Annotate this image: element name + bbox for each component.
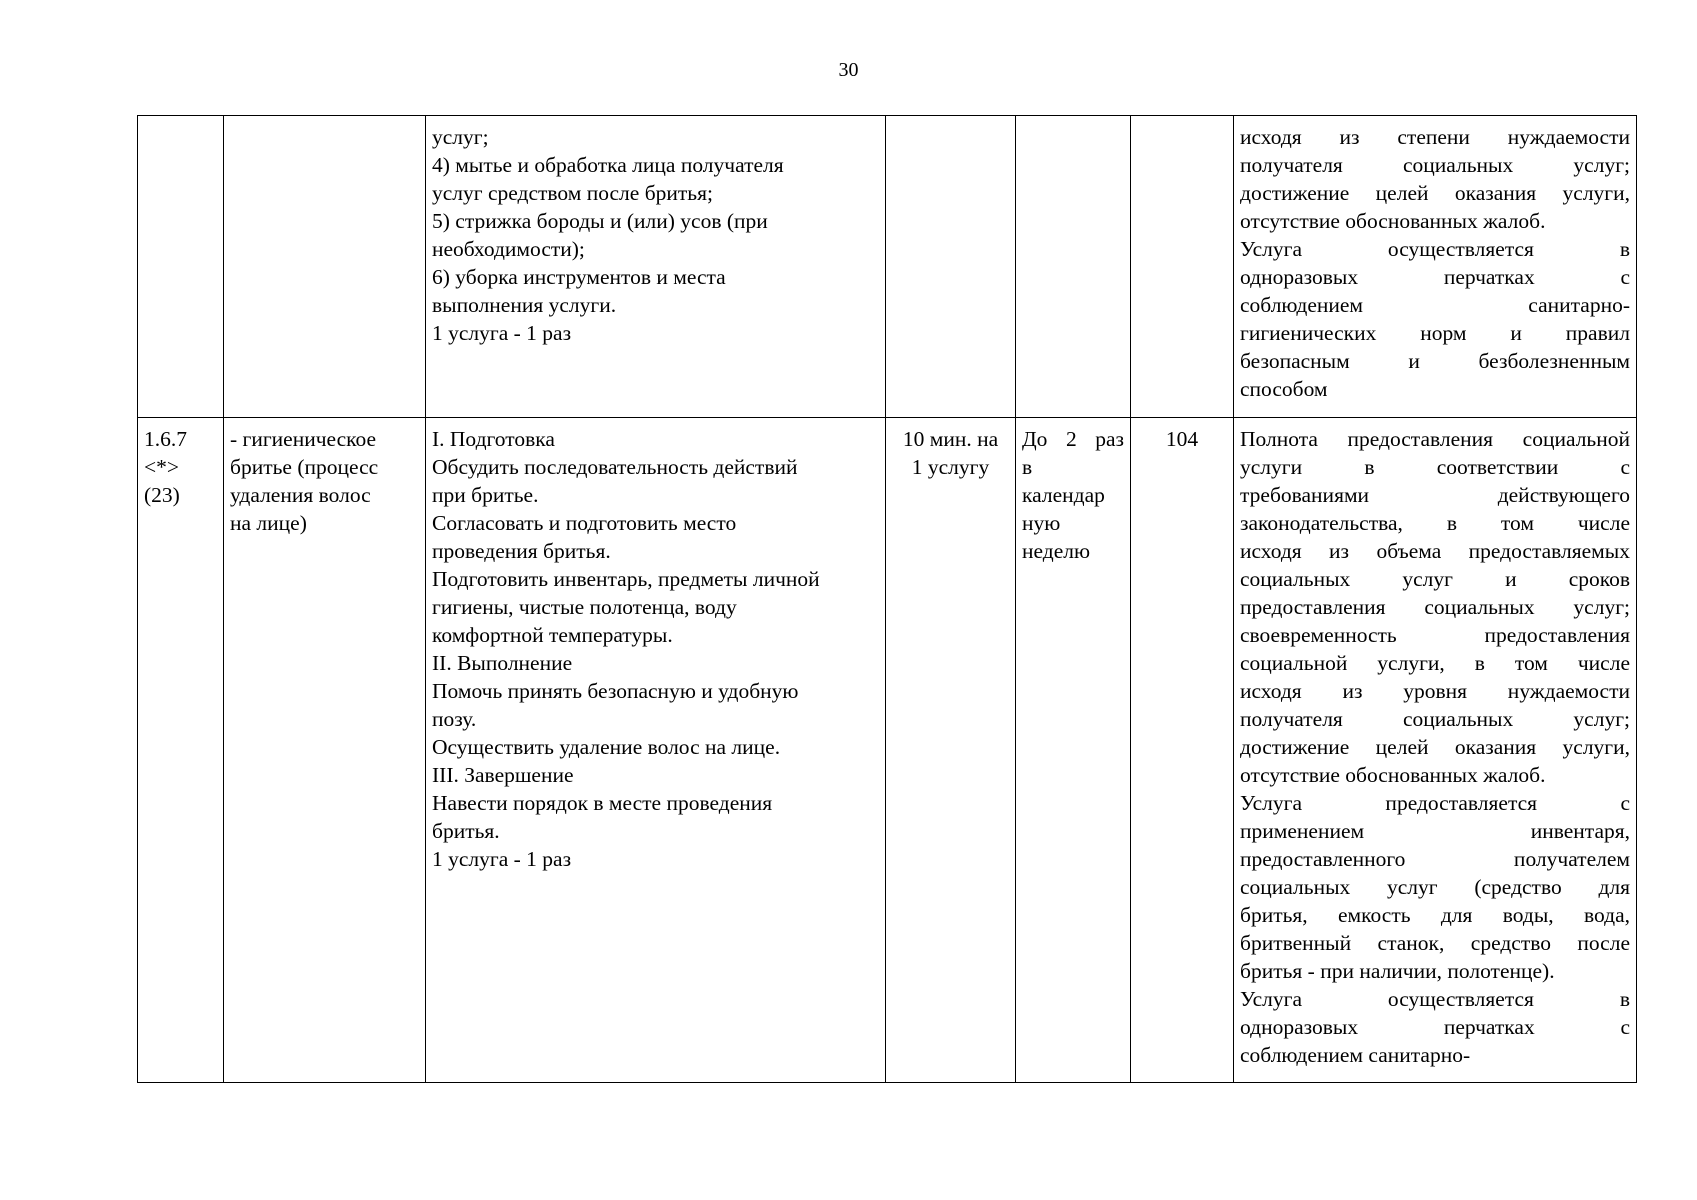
text-line: проведения бритья. [432,539,611,563]
text-line: способом [1240,377,1328,401]
text-line: бритвенный станок, средство после [1240,931,1630,955]
text-line: безопасным и безболезненным [1240,349,1630,373]
text-line: предоставленного получателем [1240,847,1630,871]
text-line: одноразовых перчатках с [1240,1015,1630,1039]
text-line: достижение целей оказания услуги, [1240,735,1630,759]
text-line: 1 услуга - 1 раз [432,847,572,871]
text-line: исходя из объема предоставляемых [1240,539,1630,563]
cell-duration [886,116,1016,418]
text-line: Согласовать и подготовить место [432,511,737,535]
text-line: Услуга предоставляется с [1240,791,1630,815]
text-line: Помочь принять безопасную и удобную [432,679,799,703]
cell-name [224,116,426,418]
text-line: 1 услуга - 1 раз [432,321,572,345]
page-number: 30 [838,59,859,81]
text-line: услуги в соответствии с [1240,455,1630,479]
text-line: 4) мытье и обработка лица получателя [432,153,784,177]
text-line: получателя социальных услуг; [1240,153,1630,177]
cell-frequency [1016,418,1131,1083]
text-line: предоставления социальных услуг; [1240,595,1630,619]
text-line: бритье (процесс [230,455,379,479]
cell-price: 104 [1131,418,1234,1083]
text-line: ную [1022,511,1061,535]
text-line: своевременность предоставления [1240,623,1630,647]
text-line: исходя из степени нуждаемости [1240,125,1630,149]
services-table [137,115,1637,1083]
text-line: выполнения услуги. [432,293,617,317]
text-line: социальных услуг и сроков [1240,567,1630,591]
cell-price [1131,116,1234,418]
text-line: III. Завершение [432,763,574,787]
text-line: социальной услуги, в том числе [1240,651,1630,675]
text-line: на лице) [230,511,307,535]
text-line: 6) уборка инструментов и места [432,265,726,289]
text-line: Осуществить удаление волос на лице. [432,735,781,759]
cell-name [224,418,426,1083]
text-line: получателя социальных услуг; [1240,707,1630,731]
text-line: гигиены, чистые полотенца, воду [432,595,737,619]
text-line: услуг средством после бритья; [432,181,713,205]
cell-frequency [1016,116,1131,418]
text-line: До 2 раз [1022,427,1124,451]
text-line: Услуга осуществляется в [1240,237,1630,261]
text-line: бритья. [432,819,500,843]
text-line: <*> [144,455,180,479]
text-line: отсутствие обоснованных жалоб. [1240,763,1546,787]
text-line: - гигиеническое [230,427,377,451]
text-line: в [1022,455,1033,479]
text-line: одноразовых перчатках с [1240,265,1630,289]
text-line: требованиями действующего [1240,483,1630,507]
table-row [138,116,1637,418]
text-line: Услуга осуществляется в [1240,987,1630,1011]
text-line: 1 услугу [911,455,990,479]
text-line: Полнота предоставления социальной [1240,427,1630,451]
text-line: достижение целей оказания услуги, [1240,181,1630,205]
text-line: позу. [432,707,477,731]
text-line: Подготовить инвентарь, предметы личной [432,567,820,591]
text-line: Навести порядок в месте проведения [432,791,773,815]
text-line: услуг; [432,125,489,149]
text-line: 10 мин. на [902,427,999,451]
text-line: комфортной температуры. [432,623,673,647]
text-line: применением инвентаря, [1240,819,1630,843]
table-row [138,418,1637,1083]
text-line: соблюдением санитарно- [1240,1043,1471,1067]
text-line: законодательства, в том числе [1240,511,1630,535]
cell-description [426,418,886,1083]
text-line: бритья, емкость для воды, вода, [1240,903,1630,927]
text-line: отсутствие обоснованных жалоб. [1240,209,1546,233]
text-line: (23) [144,483,180,507]
text-line: 1.6.7 [144,427,187,451]
cell-code [138,116,224,418]
text-line: I. Подготовка [432,427,555,451]
cell-quality [1234,116,1637,418]
text-line: соблюдением санитарно- [1240,293,1630,317]
text-line: удаления волос [230,483,371,507]
cell-duration [886,418,1016,1083]
text-line: необходимости); [432,237,585,261]
text-line: календар [1022,483,1105,507]
text-line: Обсудить последовательность действий [432,455,798,479]
text-line: 5) стрижка бороды и (или) усов (при [432,209,768,233]
text-line: исходя из уровня нуждаемости [1240,679,1630,703]
cell-description [426,116,886,418]
text-line: социальных услуг (средство для [1240,875,1630,899]
text-line: гигиенических норм и правил [1240,321,1630,345]
text-line: II. Выполнение [432,651,573,675]
text-line: бритья - при наличии, полотенце). [1240,959,1555,983]
text-line: при бритье. [432,483,539,507]
text-line: неделю [1022,539,1091,563]
cell-code [138,418,224,1083]
cell-quality [1234,418,1637,1083]
